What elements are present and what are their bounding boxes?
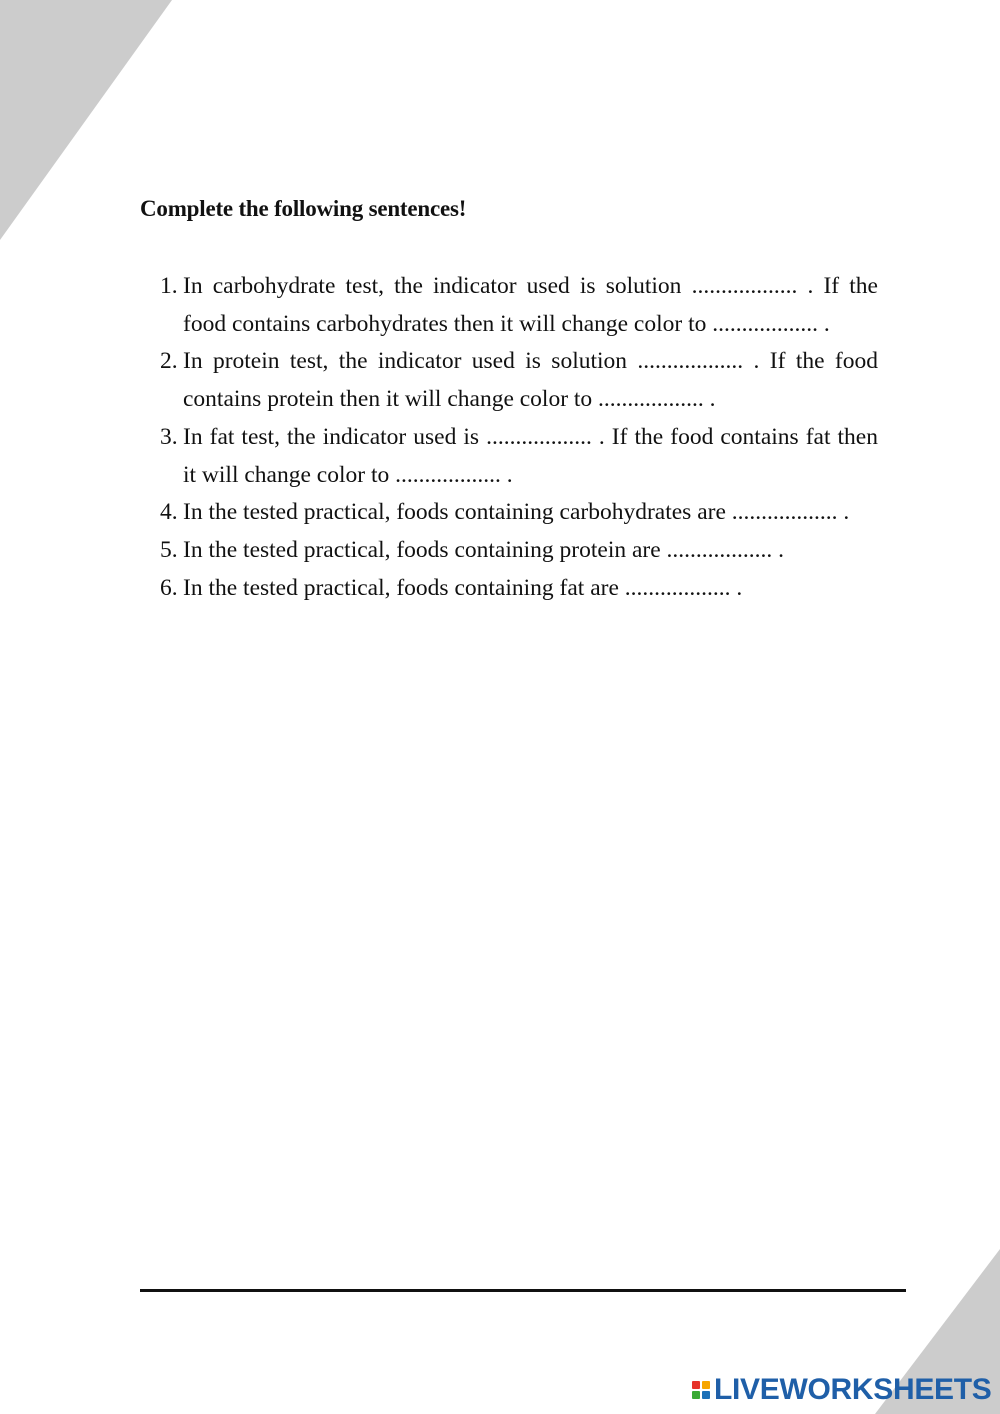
liveworksheets-logo-icon: [692, 1381, 710, 1399]
question-number: 6.: [160, 574, 178, 601]
question-text: In protein test, the indicator used is solution .................. . If the food contains protein then it will change color to .................. .: [183, 348, 878, 413]
brand-logo: [692, 1372, 992, 1408]
question-number: 1.: [160, 273, 178, 299]
logo-square-blue: [702, 1391, 710, 1399]
question-number: 2.: [160, 348, 178, 375]
brand-name: LIVEWORKSHEETS: [714, 1373, 992, 1406]
question-text: In the tested practical, foods containing fat are .................. .: [183, 574, 743, 601]
question-number: 3.: [160, 423, 178, 450]
question-item: [160, 532, 878, 570]
question-number: 5.: [160, 536, 178, 563]
logo-square-red: [692, 1381, 700, 1389]
question-text: In the tested practical, foods containing carbohydrates are .................. .: [183, 499, 850, 526]
logo-square-yellow: [702, 1381, 710, 1389]
question-item: [160, 419, 878, 494]
question-text: In carbohydrate test, the indicator used is solution .................. . If the food contains carbohydrates then it will change color to .................. .: [183, 273, 878, 337]
question-text: In fat test, the indicator used is .................. . If the food contains fat then it will change color to .................. .: [183, 423, 878, 488]
question-item: [160, 268, 878, 343]
question-item: [160, 570, 878, 608]
question-number: 4.: [160, 499, 178, 526]
question-item: [160, 494, 878, 532]
footer-rule: [140, 1289, 906, 1292]
question-list: [160, 268, 878, 607]
instructions-heading: Complete the following sentences!: [140, 196, 467, 221]
question-text: In the tested practical, foods containing protein are .................. .: [183, 536, 785, 563]
logo-square-green: [692, 1391, 700, 1399]
question-item: [160, 343, 878, 418]
